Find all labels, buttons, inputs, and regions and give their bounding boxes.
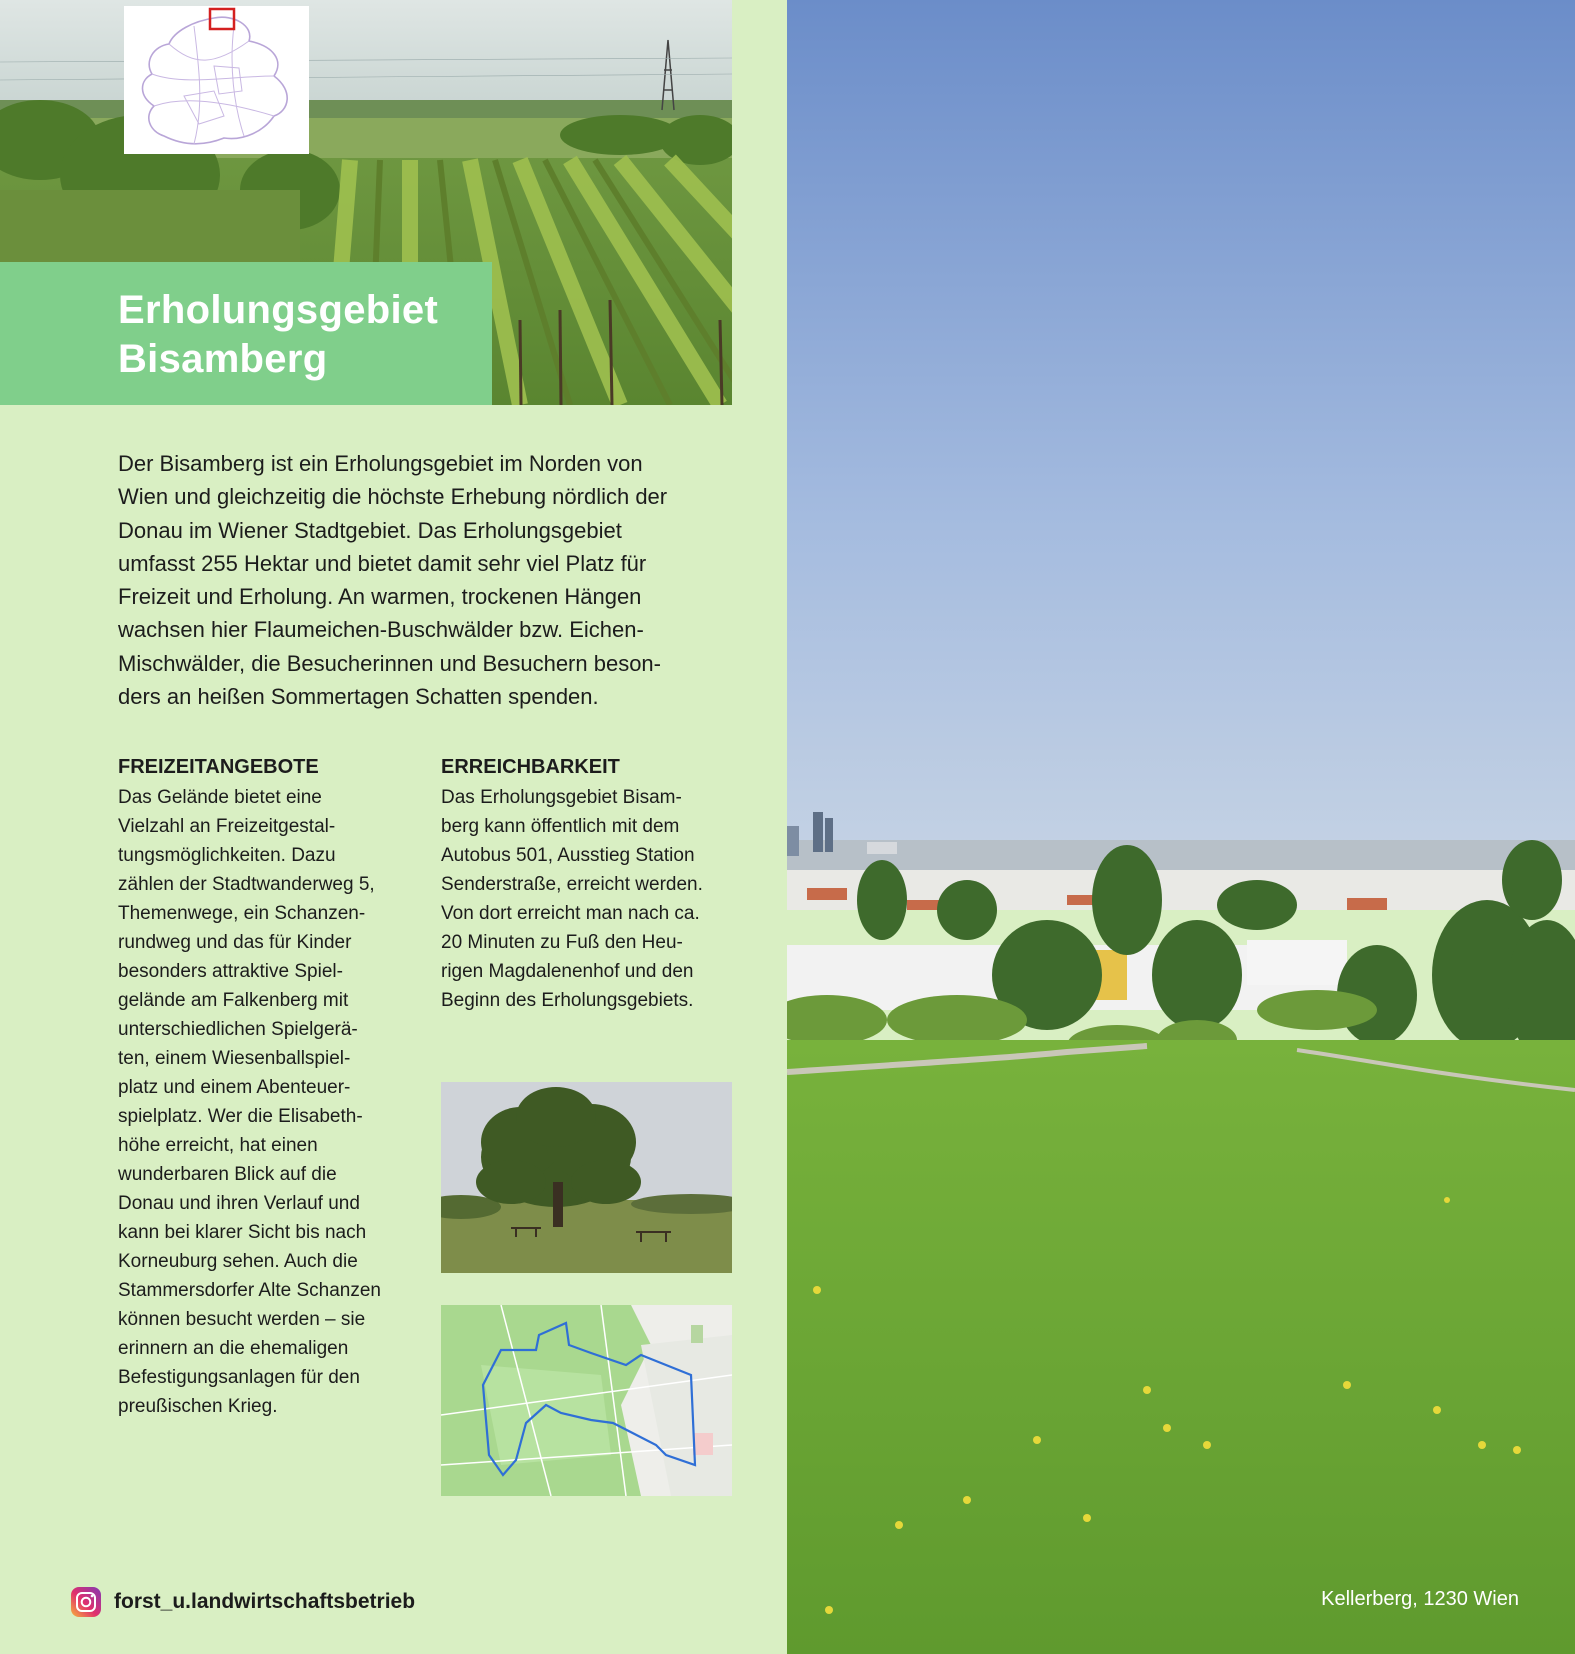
intro-line: wachsen hier Flaumeichen-Buschwälder bzw. Eichen-: [118, 617, 644, 643]
intro-line: Wien und gleichzeitig die höchste Erhebung nördlich der: [118, 484, 668, 510]
erreichbarkeit-line: Von dort erreicht man nach ca.: [441, 903, 700, 924]
freizeit-line: Befestigungsanlagen für den: [118, 1367, 360, 1388]
instagram-icon: [70, 1586, 102, 1618]
freizeit-line: gelände am Falkenberg mit: [118, 990, 349, 1011]
instagram-handle[interactable]: forst_u.landwirtschaftsbetrieb: [114, 1590, 416, 1613]
erreichbarkeit-line: berg kann öffentlich mit dem: [441, 816, 680, 837]
freizeit-line: spielplatz. Wer die Elisabeth-: [118, 1106, 363, 1127]
intro-line: Freizeit und Erholung. An warmen, trockenen Hängen: [118, 584, 642, 610]
page-title: [118, 286, 438, 384]
freizeit-line: ten, einem Wiesenballspiel-: [118, 1048, 351, 1069]
freizeit-line: preußischen Krieg.: [118, 1396, 278, 1417]
erreichbarkeit-heading: ERREICHBARKEIT: [441, 756, 620, 778]
instagram-link[interactable]: [70, 1586, 415, 1618]
freizeit-line: Themenwege, ein Schanzen-: [118, 903, 366, 924]
freizeit-line: tungsmöglichkeiten. Dazu: [118, 845, 336, 866]
erreichbarkeit-line: rigen Magdalenenhof und den: [441, 961, 694, 982]
freizeit-line: Korneuburg sehen. Auch die: [118, 1251, 358, 1272]
erreichbarkeit-text: [441, 783, 741, 1015]
freizeit-line: platz und einem Abenteuer-: [118, 1077, 351, 1098]
freizeit-line: besonders attraktive Spiel-: [118, 961, 343, 982]
route-map: [441, 1305, 732, 1496]
freizeit-line: unterschiedlichen Spielgerä-: [118, 1019, 358, 1040]
erreichbarkeit-line: 20 Minuten zu Fuß den Heu-: [441, 932, 683, 953]
intro-line: ders an heißen Sommertagen Schatten spenden.: [118, 684, 599, 710]
oak-tree-photo: [441, 1082, 732, 1273]
freizeit-line: wunderbaren Blick auf die: [118, 1164, 337, 1185]
freizeit-line: rundweg und das für Kinder: [118, 932, 352, 953]
erreichbarkeit-line: Autobus 501, Ausstieg Station: [441, 845, 695, 866]
intro-line: umfasst 255 Hektar und bietet damit sehr viel Platz für: [118, 550, 647, 576]
title-line-2: Bisamberg: [118, 337, 328, 381]
freizeit-line: Stammersdorfer Alte Schanzen: [118, 1280, 381, 1301]
title-line-1: Erholungsgebiet: [118, 288, 439, 332]
erreichbarkeit-line: Beginn des Erholungsgebiets.: [441, 990, 694, 1011]
freizeit-line: zählen der Stadtwanderweg 5,: [118, 874, 375, 895]
freizeit-line: können besucht werden – sie: [118, 1309, 366, 1330]
intro-line: Mischwälder, die Besucherinnen und Besuchern beson-: [118, 650, 661, 676]
intro-line: Donau im Wiener Stadtgebiet. Das Erholungsgebiet: [118, 517, 622, 543]
erreichbarkeit-line: Senderstraße, erreicht werden.: [441, 874, 703, 895]
freizeit-line: Das Gelände bietet eine: [118, 787, 322, 808]
erreichbarkeit-line: Das Erholungsgebiet Bisam-: [441, 787, 682, 808]
freizeit-heading: FREIZEITANGEBOTE: [118, 756, 319, 778]
photo-caption: Kellerberg, 1230 Wien: [1321, 1588, 1519, 1610]
kellerberg-photo: [787, 0, 1575, 1654]
freizeit-line: Vielzahl an Freizeitgestal-: [118, 816, 336, 837]
freizeit-line: erinnern an die ehemaligen: [118, 1338, 349, 1359]
freizeit-text: [118, 783, 418, 1421]
left-panel: [0, 0, 787, 1654]
freizeit-line: Donau und ihren Verlauf und: [118, 1193, 360, 1214]
vienna-locator-map: [124, 6, 309, 154]
freizeit-line: kann bei klarer Sicht bis nach: [118, 1222, 367, 1243]
locator-marker: [210, 9, 234, 29]
intro-paragraph: [118, 447, 738, 713]
freizeit-line: höhe erreicht, hat einen: [118, 1135, 318, 1156]
intro-line: Der Bisamberg ist ein Erholungsgebiet im Norden von: [118, 451, 643, 476]
